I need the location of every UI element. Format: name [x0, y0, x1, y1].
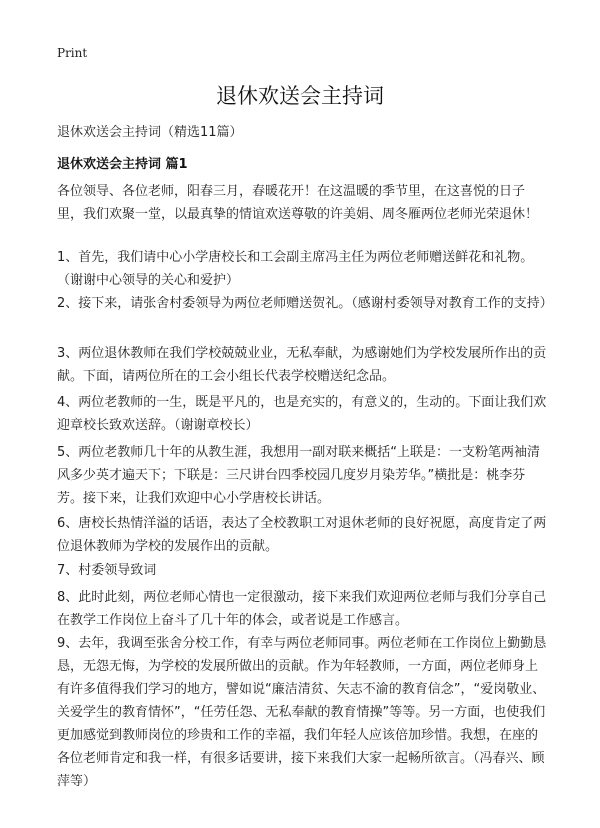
print-link[interactable]: Print — [57, 46, 88, 60]
paragraph-item-3: 3、两位退休教师在我们学校兢兢业业，无私奉献，为感谢她们为学校发展所作出的贡献。下面，请两位所在的工会小组长代表学校赠送纪念品。 — [57, 346, 547, 384]
paragraph-item-7: 7、村委领导致词 — [57, 563, 157, 578]
section-heading: 退休欢送会主持词 篇1 — [57, 157, 188, 172]
page-title: 退休欢送会主持词 — [216, 84, 384, 108]
paragraph-item-5: 5、两位老教师几十年的从教生涯，我想用一副对联来概括“上联是：一支粉笔两袖清风多少英才遍天下；下联是：三尺讲台四季校园几度岁月染芳华。”横批是：桃李芬芳。接下来，让我们欢迎中心小学唐校长讲话。 — [57, 445, 541, 506]
paragraph-item-4: 4、两位老教师的一生，既是平凡的，也是充实的，有意义的，生动的。下面让我们欢迎章校长致欢送辞。（谢谢章校长） — [57, 395, 547, 433]
paragraph-item-8: 8、此时此刻，两位老师心情也一定很激动，接下来我们欢迎两位老师与我们分享自己在教学工作岗位上奋斗了几十年的体会，或者说是工作感言。 — [57, 590, 547, 628]
paragraph-item-2: 2、接下来，请张舍村委领导为两位老师赠送贺礼。（感谢村委领导对教育工作的支持） — [57, 296, 553, 311]
intro-paragraph: 各位领导、各位老师，阳春三月，春暖花开！在这温暖的季节里，在这喜悦的日子里，我们欢聚一堂，以最真挚的情谊欢送尊敬的许美娟、周冬雁两位老师光荣退休！ — [57, 184, 539, 222]
paragraph-item-1: 1、首先，我们请中心小学唐校长和工会副主席冯主任为两位老师赠送鲜花和礼物。（谢谢中心领导的关心和爱护） — [57, 250, 534, 288]
document-subtitle: 退休欢送会主持词（精选11篇） — [57, 125, 243, 140]
paragraph-item-9: 9、去年，我调至张舍分校工作，有幸与两位老师同事。两位老师在工作岗位上勤勤恳恳，无怨无悔，为学校的发展所做出的贡献。作为年轻教师，一方面，两位老师身上有许多值得我们学习的地方，譬如说“廉洁清贫、矢志不渝的教育信念”，“爱岗敬业、关爱学生的教育情怀”，“任劳任怨、无私奉献的教育情操”等等。另一方面，也使我们更加感觉到教师岗位的珍贵和工作的幸福，我们年轻人应该倍加珍惜。我想，在座的各位老师肯定和我一样，有很多话要讲，接下来我们大家一起畅所欲言。（冯春兴、顾萍等） — [57, 636, 547, 789]
paragraph-item-6: 6、唐校长热情洋溢的话语，表达了全校教职工对退休老师的良好祝愿，高度肯定了两位退休教师为学校的发展作出的贡献。 — [57, 516, 547, 554]
